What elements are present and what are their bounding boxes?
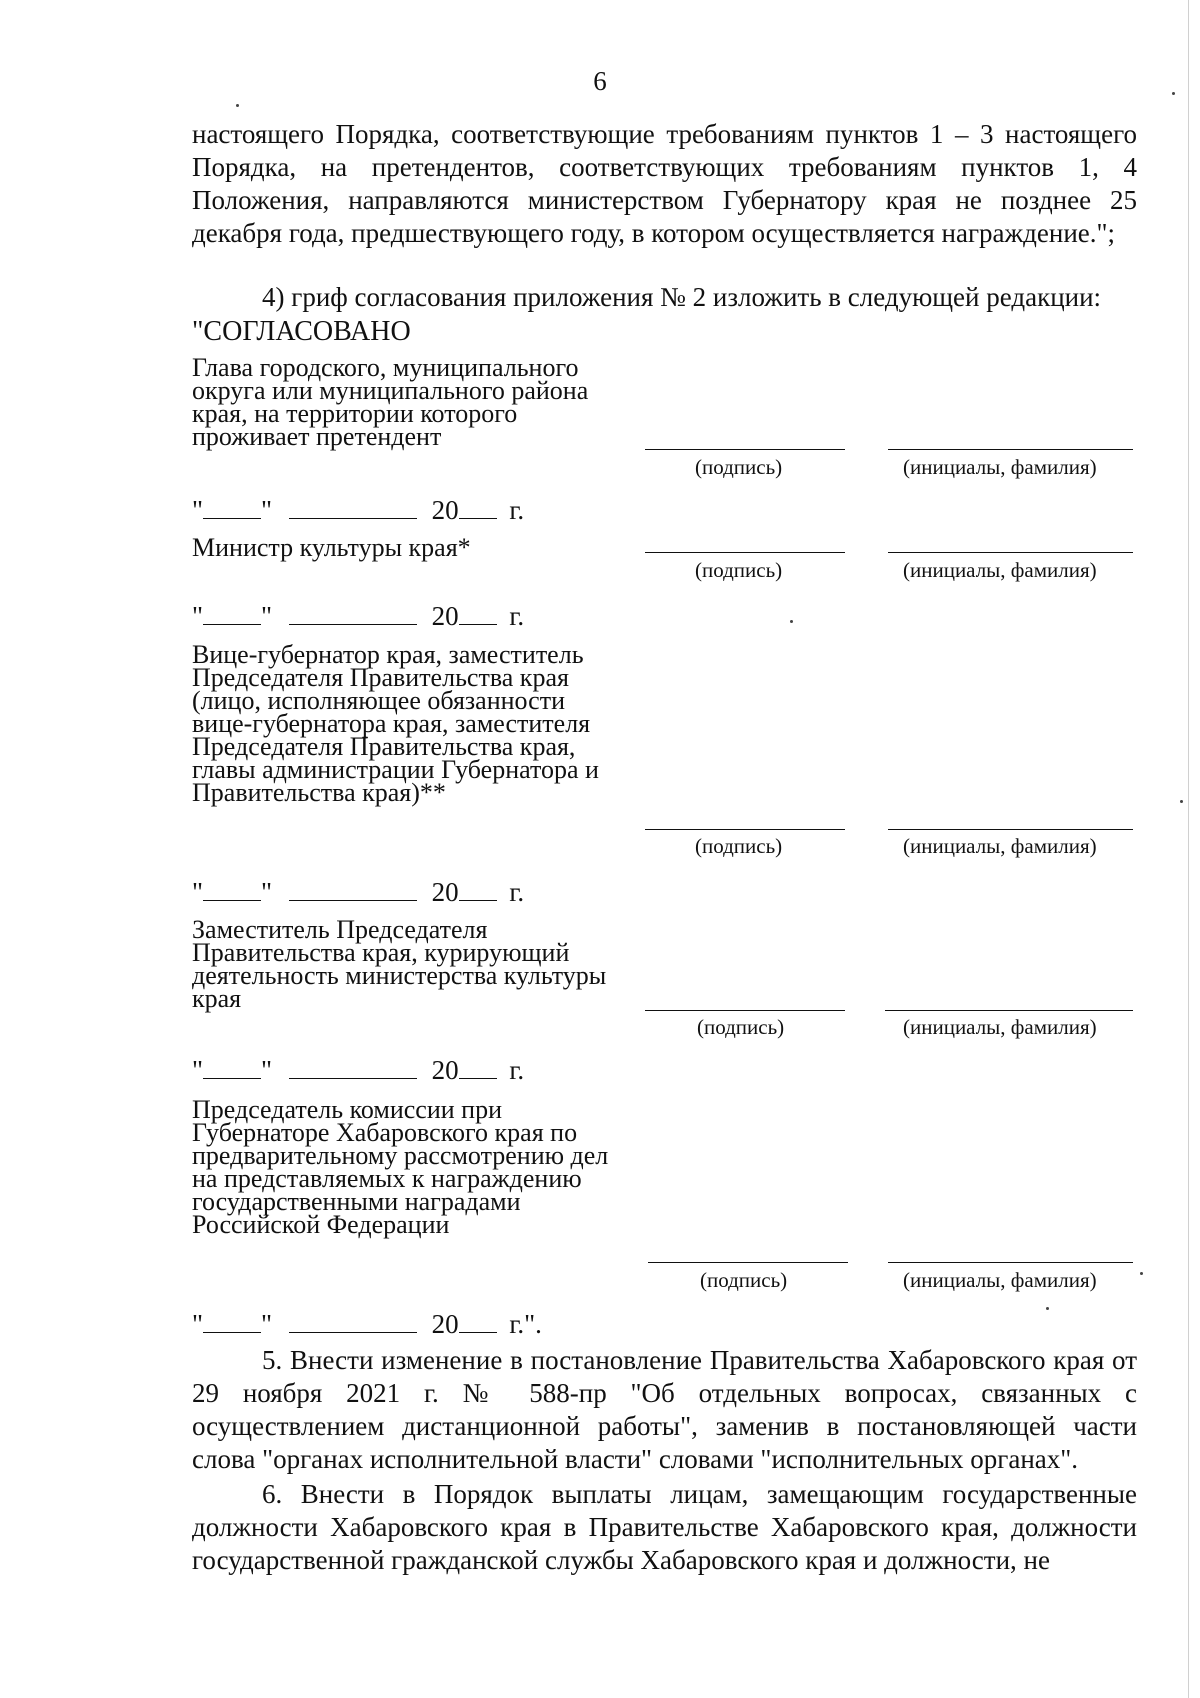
day-blank: [203, 1058, 261, 1079]
scan-speck: [1140, 1272, 1143, 1275]
scan-speck: [790, 620, 793, 623]
name-caption-4: (инициалы, фамилия): [903, 1015, 1097, 1039]
date-suffix: г.: [509, 495, 525, 525]
date-row-5: [192, 1309, 542, 1340]
date-year: 20: [431, 601, 459, 631]
date-quote-open: ": [192, 601, 204, 631]
name-line-5: [888, 1262, 1133, 1263]
signature-caption-2: (подпись): [695, 558, 783, 582]
signer-label-1: Глава городского, муниципального округа или муниципального района края, на территории которого проживает претендент: [192, 353, 589, 451]
intro-paragraph: настоящего Порядка, соответствующие требованиям пунктов 1 – 3 настоящего Порядка, на претендентов, соответствующих требованиям пунктов 1, 4 Положения, направляются министерством Губернатору края не позднее 25 декабря года, предшествующего году, в котором осуществляется награждение.";: [192, 119, 1137, 248]
signature-caption-1: (подпись): [695, 455, 783, 479]
date-suffix-final: г.".: [509, 1309, 542, 1339]
scan-speck: [1180, 800, 1183, 803]
year-blank: [459, 604, 497, 625]
date-suffix: г.: [509, 1055, 525, 1085]
date-quote-open: ": [192, 1309, 204, 1339]
signer-label-2: Министр культуры края*: [192, 533, 471, 562]
page-number: 6: [593, 66, 607, 96]
signer-label-4: Заместитель Председателя Правительства края, курирующий деятельность министерства культуры края: [192, 915, 607, 1013]
signature-line-3: [645, 829, 845, 830]
page-edge: [1188, 0, 1189, 1698]
date-suffix: г.: [509, 877, 525, 907]
day-blank: [203, 880, 261, 901]
date-year: 20: [431, 1309, 459, 1339]
item-4-paragraph: 4) гриф согласования приложения № 2 изложить в следующей редакции:: [262, 282, 1102, 312]
year-blank: [459, 1058, 497, 1079]
name-caption-3: (инициалы, фамилия): [903, 834, 1097, 858]
date-year: 20: [431, 1055, 459, 1085]
date-suffix: г.: [509, 601, 525, 631]
name-line-2: [888, 552, 1133, 553]
date-quote-open: ": [192, 877, 204, 907]
name-line-3: [888, 829, 1133, 830]
name-line-1: [888, 449, 1133, 450]
year-blank: [459, 880, 497, 901]
date-year: 20: [431, 495, 459, 525]
month-blank: [289, 880, 417, 901]
date-year: 20: [431, 877, 459, 907]
signature-caption-4: (подпись): [697, 1015, 785, 1039]
name-line-4: [885, 1010, 1133, 1011]
signer-label-3: Вице-губернатор края, заместитель Председателя Правительства края (лицо, исполняющее обязанности вице-губернатора края, заместителя Председателя Правительства края, главы администрации Губернатора и Правительства края)**: [192, 640, 599, 807]
signature-line-4: [645, 1010, 845, 1011]
year-blank: [459, 1312, 497, 1333]
date-quote-close: ": [261, 877, 273, 907]
date-quote-close: ": [261, 495, 273, 525]
signature-caption-3: (подпись): [695, 834, 783, 858]
month-blank: [289, 604, 417, 625]
paragraph-5: 5. Внести изменение в постановление Правительства Хабаровского края от 29 ноября 2021 г. № 588-пр "Об отдельных вопросах, связанных с осуществлением дистанционной работы", заменив в постановляющей части слова "органах исполнительной власти" словами "исполнительных органах".: [192, 1345, 1137, 1474]
signature-caption-5: (подпись): [700, 1268, 788, 1292]
agreed-heading: "СОГЛАСОВАНО: [192, 316, 411, 347]
name-caption-1: (инициалы, фамилия): [903, 455, 1097, 479]
year-blank: [459, 498, 497, 519]
signer-label-5: Председатель комиссии при Губернаторе Хабаровского края по предварительному рассмотрению дел на представляемых к награждению государственными наградами Российской Федерации: [192, 1095, 609, 1239]
scan-speck: [1046, 1307, 1049, 1310]
scan-speck: [236, 104, 239, 107]
date-quote-open: ": [192, 495, 204, 525]
name-caption-5: (инициалы, фамилия): [903, 1268, 1097, 1292]
date-quote-close: ": [261, 601, 273, 631]
day-blank: [203, 1312, 261, 1333]
date-quote-close: ": [261, 1055, 273, 1085]
date-row-3: [192, 877, 524, 908]
date-quote-close: ": [261, 1309, 273, 1339]
month-blank: [289, 1058, 417, 1079]
scan-speck: [1172, 92, 1175, 95]
paragraph-6: 6. Внести в Порядок выплаты лицам, замещающим государственные должности Хабаровского края в Правительстве Хабаровского края, должности государственной гражданской службы Хабаровского края и должности, не: [192, 1479, 1137, 1575]
month-blank: [289, 1312, 417, 1333]
day-blank: [203, 498, 261, 519]
date-row-2: [192, 601, 524, 632]
name-caption-2: (инициалы, фамилия): [903, 558, 1097, 582]
day-blank: [203, 604, 261, 625]
signature-line-1: [645, 449, 845, 450]
date-quote-open: ": [192, 1055, 204, 1085]
date-row-4: [192, 1055, 524, 1086]
signature-line-5: [648, 1262, 848, 1263]
signature-line-2: [645, 552, 845, 553]
date-row-1: [192, 495, 524, 526]
month-blank: [289, 498, 417, 519]
